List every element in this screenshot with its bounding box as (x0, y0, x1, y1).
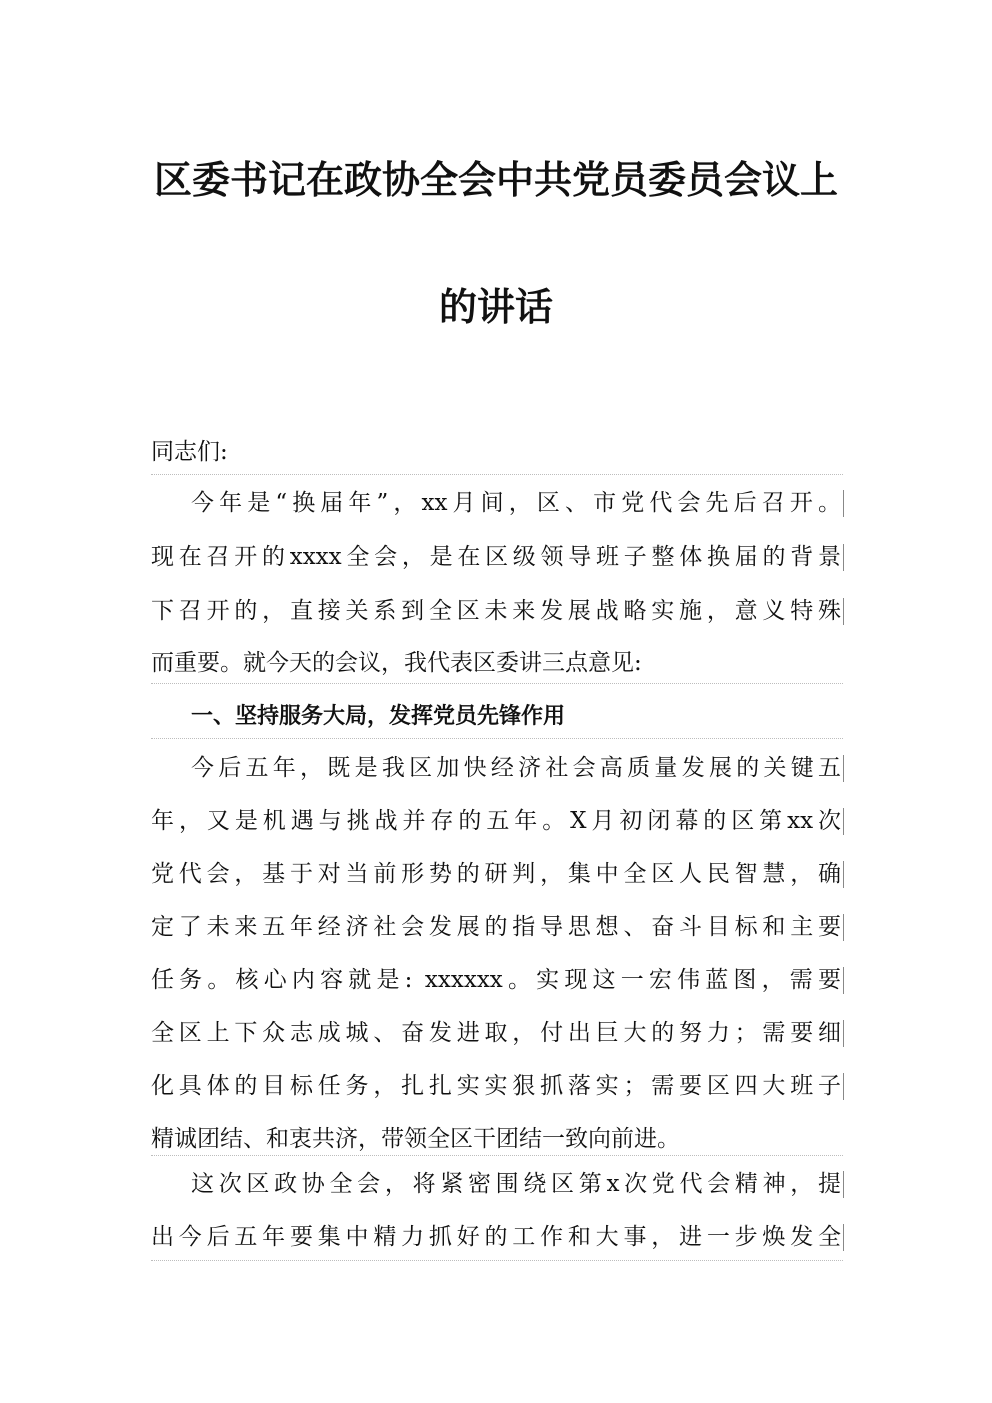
paragraph-line: 这次区政协全会，将紧密围绕区第x次党代会精神，提 (191, 1171, 841, 1197)
paragraph-line: 下召开的，直接关系到全区未来发展战略实施，意义特殊 (151, 598, 841, 624)
paragraph-line: 而重要。就今天的会议，我代表区委讲三点意见: (151, 650, 642, 676)
paragraph-line: 任务。核心内容就是: xxxxxx。实现这一宏伟蓝图，需要 (151, 967, 841, 993)
document-title-line-1: 区委书记在政协全会中共党员委员会议上 (153, 158, 838, 202)
paragraph-divider (151, 738, 843, 739)
paragraph-divider (151, 1155, 843, 1156)
document-title-line-2: 的讲话 (438, 285, 553, 329)
paragraph-line: 今后五年，既是我区加快经济社会高质量发展的关键五 (191, 755, 841, 781)
paragraph-line: 今年是“换届年”，xx月间，区、市党代会先后召开。 (191, 490, 841, 516)
paragraph-divider (151, 1260, 843, 1261)
paragraph-line: 全区上下众志成城、奋发进取，付出巨大的努力；需要细 (151, 1020, 841, 1046)
paragraph-line: 党代会，基于对当前形势的研判，集中全区人民智慧，确 (151, 861, 841, 887)
salutation: 同志们: (151, 439, 228, 465)
paragraph-line: 年，又是机遇与挑战并存的五年。X月初闭幕的区第xx次 (151, 808, 841, 834)
paragraph-line: 定了未来五年经济社会发展的指导思想、奋斗目标和主要 (151, 914, 841, 940)
paragraph-line: 精诚团结、和衷共济，带领全区干团结一致向前进。 (151, 1126, 680, 1152)
paragraph-line: 出今后五年要集中精力抓好的工作和大事，进一步焕发全 (151, 1224, 841, 1250)
section-heading-1: 一、坚持服务大局，发挥党员先锋作用 (191, 704, 566, 729)
paragraph-line: 化具体的目标任务，扎扎实实狠抓落实；需要区四大班子 (151, 1073, 841, 1099)
paragraph-line: 现在召开的xxxx全会，是在区级领导班子整体换届的背景 (151, 544, 841, 570)
paragraph-divider (151, 683, 843, 684)
paragraph-divider (151, 474, 843, 475)
